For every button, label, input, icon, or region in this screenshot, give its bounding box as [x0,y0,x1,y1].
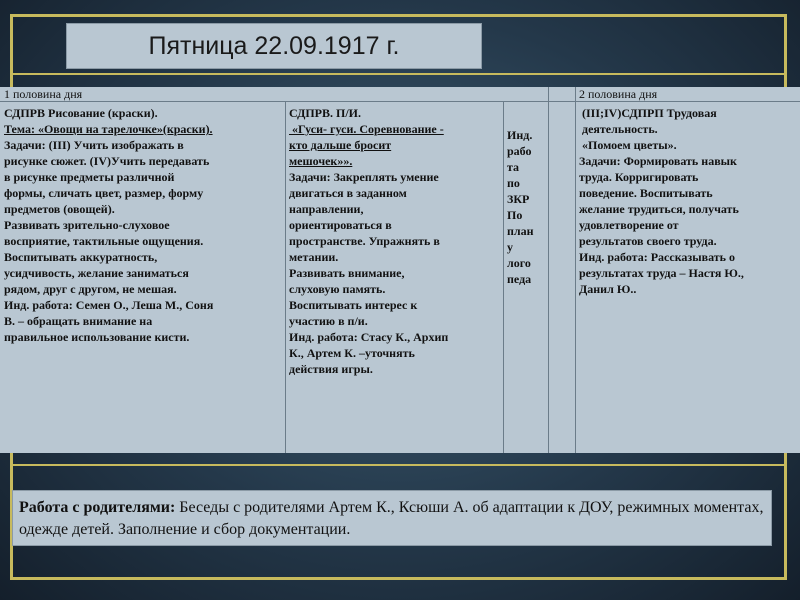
lesson-title: СДПРВ Рисование (краски). [4,106,158,120]
parents-text: Беседы с родителями Артем К., Ксюши А. об адаптации к ДОУ, режимных моментах, одежде детей. Заполнение и сбор документации. [19,499,764,538]
text-line: по [507,176,520,190]
text-line: Воспитывать аккуратность, [4,250,158,264]
text-line: у [507,240,513,254]
parents-work-box [12,490,772,546]
text-line: рабо [507,144,532,158]
text-line: предметов (овощей). [4,202,115,216]
text-line: удовлетворение от [579,218,679,232]
text-line: Инд. работа: Стасу К., Архип [289,330,449,344]
text-line: педа [507,272,532,286]
labor-activity-cell [579,105,799,297]
activity-title: (III;IV)СДПРП Трудовая [579,106,717,120]
text-line: лого [507,256,531,270]
text-line: участию в п/и. [289,314,368,328]
text-line: восприятие, тактильные ощущения. [4,234,204,248]
text-line: Данил Ю.. [579,282,637,296]
text-line: результатах труда – Настя Ю., [579,266,744,280]
text-line: Задачи: Закреплять умение [289,170,439,184]
text-line: В. – обращать внимание на [4,314,153,328]
text-line: Инд. работа: Рассказывать о [579,250,736,264]
header-spacer [548,87,575,102]
text-line: Задачи: (III) Учить изображать в [4,138,184,152]
speech-therapy-cell [507,127,547,287]
frame-divider-bottom [13,464,787,466]
text-line: Задачи: Формировать навык [579,154,737,168]
text-line: ориентироваться в [289,218,392,232]
game-title: СДПРВ. П/И. [289,106,361,120]
text-line: результатов своего труда. [579,234,717,248]
text-line: пространстве. Упражнять в [289,234,440,248]
outdoor-game-cell [289,105,501,377]
text-line: двигаться в заданном [289,186,407,200]
text-line: По [507,208,523,222]
text-line: метании. [289,250,339,264]
activity-title: деятельность. [579,122,658,136]
schedule-table [0,87,800,453]
column-divider [575,87,576,453]
second-half-header: 2 половина дня [575,87,800,102]
text-line: план [507,224,534,238]
game-theme: мешочек»». [289,154,353,168]
column-divider [503,102,504,453]
game-theme: кто дальше бросит [289,138,392,152]
text-line: труда. Корригировать [579,170,699,184]
date-title-box [66,23,482,69]
column-divider [548,87,549,453]
text-line: та [507,160,520,174]
lesson-theme: Тема: «Овощи на тарелочке»(краски). [4,122,213,136]
text-line: Развивать внимание, [289,266,405,280]
text-line: действия игры. [289,362,373,376]
text-line: Инд. [507,128,533,142]
text-line: поведение. Воспитывать [579,186,713,200]
page-title: Пятница 22.09.1917 г. [148,31,400,60]
parents-label: Работа с родителями: [19,499,176,516]
text-line: в рисунке предметы различной [4,170,175,184]
text-line: формы, сличать цвет, размер, форму [4,186,204,200]
text-line: желание трудиться, получать [579,202,739,216]
text-line: Развивать зрительно-слуховое [4,218,170,232]
text-line: К., Артем К. –уточнять [289,346,415,360]
text-line: направлении, [289,202,364,216]
frame-divider-top [13,73,787,75]
text-line: ЗКР [507,192,530,206]
activity-theme: «Помоем цветы». [579,138,677,152]
text-line: правильное использование кисти. [4,330,190,344]
text-line: Инд. работа: Семен О., Леша М., Соня [4,298,214,312]
game-theme: «Гуси- гуси. Соревнование - [289,122,444,136]
text-line: Воспитывать интерес к [289,298,418,312]
text-line: слуховую память. [289,282,386,296]
text-line: рисунке сюжет. (IV)Учить передавать [4,154,210,168]
first-half-header: 1 половина дня [0,87,548,102]
text-line: рядом, друг с другом, не мешая. [4,282,177,296]
drawing-lesson-cell [4,105,284,345]
column-divider [285,102,286,453]
text-line: усидчивость, желание заниматься [4,266,189,280]
